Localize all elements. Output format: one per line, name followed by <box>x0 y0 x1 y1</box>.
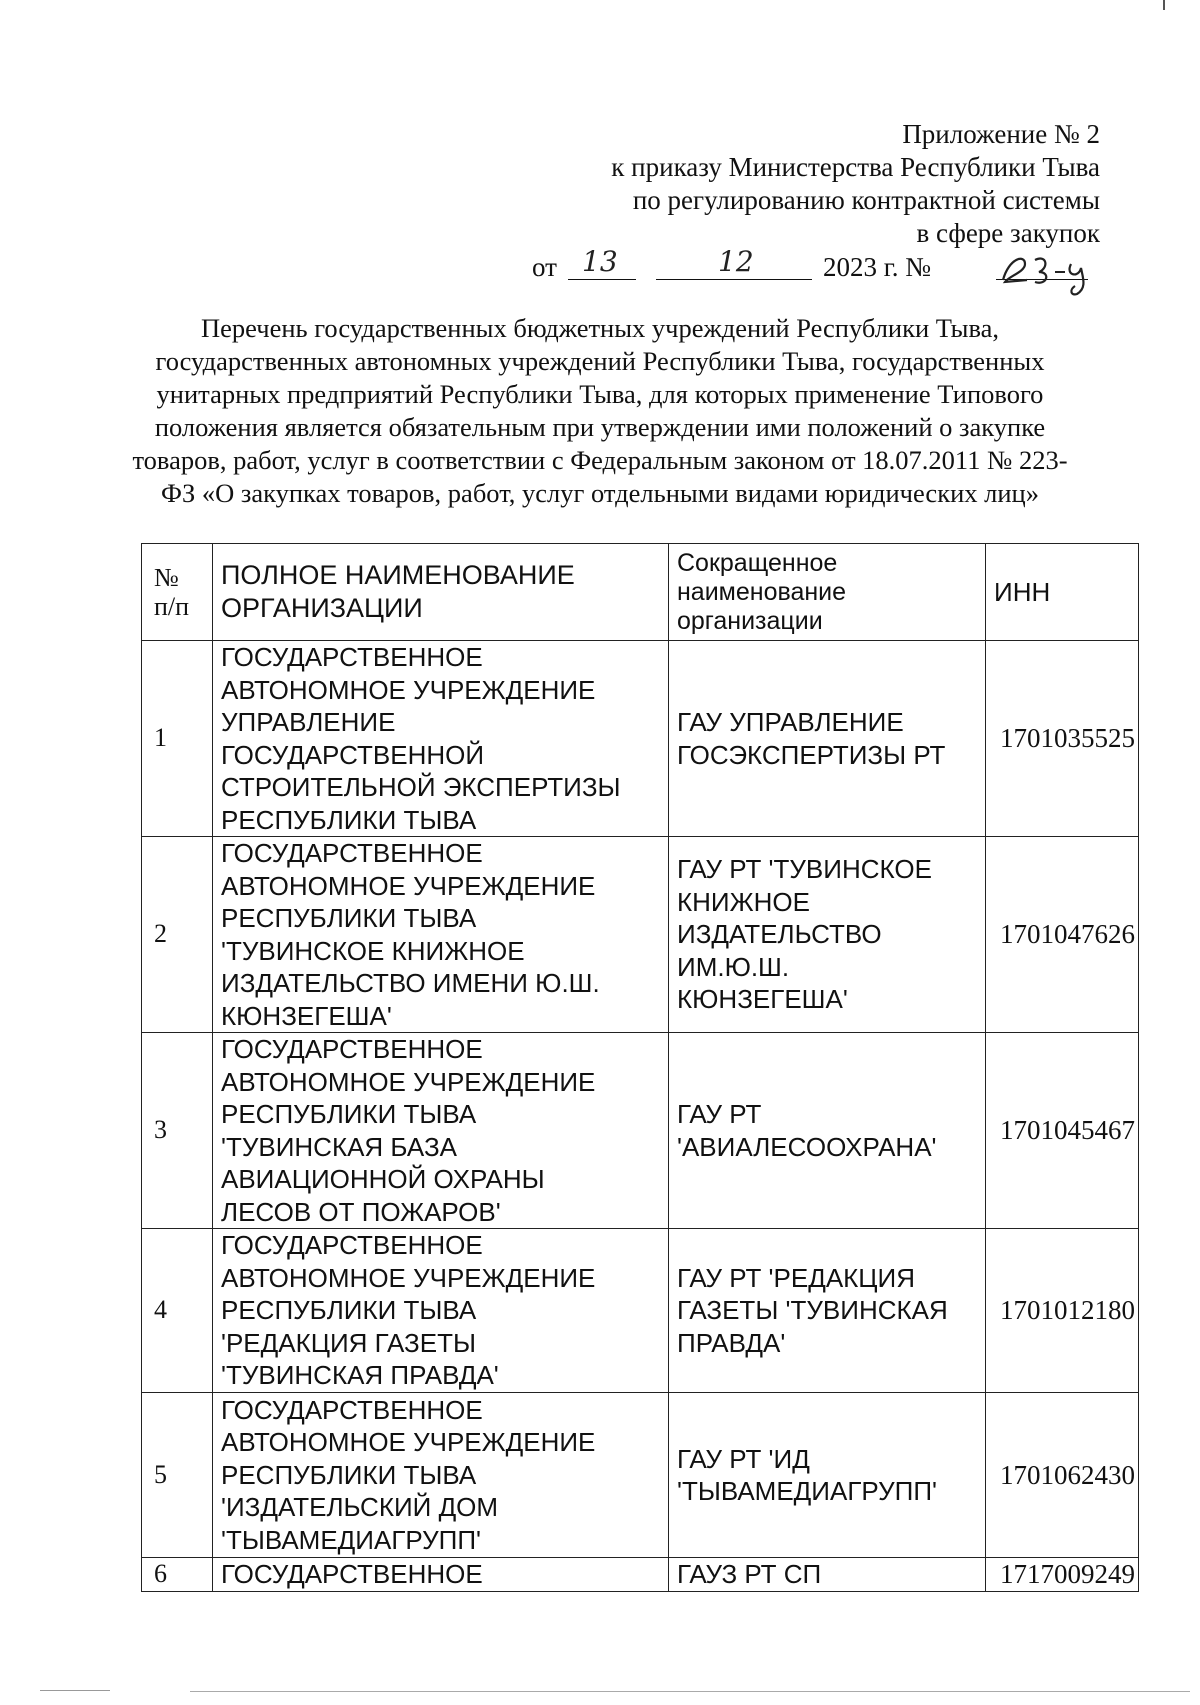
row-short-name: ГАУ РТ 'АВИАЛЕСООХРАНА' <box>669 1033 986 1229</box>
order-ref-line-1: к приказу Министерства Республики Тыва <box>611 152 1100 182</box>
row-full-name: ГОСУДАРСТВЕННОЕ <box>213 1558 669 1592</box>
row-full-name: ГОСУДАРСТВЕННОЕ АВТОНОМНОЕ УЧРЕЖДЕНИЕ РЕСПУБЛИКИ ТЫВА 'ТУВИНСКОЕ КНИЖНОЕ ИЗДАТЕЛЬСТВО ИМЕНИ Ю.Ш. КЮНЗЕГЕША' <box>213 837 669 1033</box>
row-inn: 1701045467 <box>986 1033 1139 1229</box>
row-short-name: ГАУ РТ 'РЕДАКЦИЯ ГАЗЕТЫ 'ТУВИНСКАЯ ПРАВДА' <box>669 1229 986 1393</box>
table-row <box>142 1558 1139 1592</box>
scan-line-bottom <box>40 1690 110 1691</box>
title-line-1: Перечень государственных бюджетных учреждений Республики Тыва, <box>200 313 1000 343</box>
table-header-row <box>142 544 1139 641</box>
row-inn: 1717009249 <box>986 1558 1139 1592</box>
header-short-name <box>669 544 986 641</box>
row-num: 1 <box>142 641 213 837</box>
row-full-name: ГОСУДАРСТВЕННОЕ АВТОНОМНОЕ УЧРЕЖДЕНИЕ РЕСПУБЛИКИ ТЫВА 'ИЗДАТЕЛЬСКИЙ ДОМ 'ТЫВАМЕДИАГРУПП' <box>213 1393 669 1558</box>
table-row <box>142 641 1139 837</box>
title-line-2: государственных автономных учреждений Республики Тыва, государственных <box>155 346 1045 376</box>
header-full-name-text: ПОЛНОЕ НАИМЕНОВАНИЕ ОРГАНИЗАЦИИ <box>221 560 575 623</box>
day-blank <box>568 279 636 280</box>
table-row <box>142 1033 1139 1229</box>
approval-header <box>532 118 1100 292</box>
document-title <box>120 312 1080 510</box>
header-num <box>142 544 213 641</box>
order-ref-line-2: по регулированию контрактной системы <box>632 185 1100 215</box>
header-inn-text: ИНН <box>994 576 1051 607</box>
row-full-name: ГОСУДАРСТВЕННОЕ АВТОНОМНОЕ УЧРЕЖДЕНИЕ РЕСПУБЛИКИ ТЫВА 'ТУВИНСКАЯ БАЗА АВИАЦИОННОЙ ОХРАНЫ ЛЕСОВ ОТ ПОЖАРОВ' <box>213 1033 669 1229</box>
row-num: 3 <box>142 1033 213 1229</box>
scan-mark <box>1163 0 1165 10</box>
row-num: 2 <box>142 837 213 1033</box>
row-inn: 1701012180 <box>986 1229 1139 1393</box>
title-line-3: унитарных предприятий Республики Тыва, для которых применение Типового <box>156 379 1044 409</box>
row-full-name: ГОСУДАРСТВЕННОЕ АВТОНОМНОЕ УЧРЕЖДЕНИЕ РЕСПУБЛИКИ ТЫВА 'РЕДАКЦИЯ ГАЗЕТЫ 'ТУВИНСКАЯ ПРАВДА' <box>213 1229 669 1393</box>
order-prefix: от <box>532 252 557 282</box>
row-num: 5 <box>142 1393 213 1558</box>
row-num: 6 <box>142 1558 213 1592</box>
annex-label: Приложение № 2 <box>902 119 1100 149</box>
row-short-name: ГАУ УПРАВЛЕНИЕ ГОСЭКСПЕРТИЗЫ РТ <box>669 641 986 837</box>
title-line-5: товаров, работ, услуг в соответствии с Федеральным законом от 18.07.2011 № 223- <box>132 445 1068 475</box>
row-full-name: ГОСУДАРСТВЕННОЕ АВТОНОМНОЕ УЧРЕЖДЕНИЕ УПРАВЛЕНИЕ ГОСУДАРСТВЕННОЙ СТРОИТЕЛЬНОЙ ЭКСПЕРТИЗЫ РЕСПУБЛИКИ ТЫВА <box>213 641 669 837</box>
organizations-table <box>141 543 1139 1592</box>
table-row <box>142 1229 1139 1393</box>
month-blank <box>656 279 812 280</box>
title-line-4: положения является обязательным при утверждении ими положений о закупке <box>154 412 1046 442</box>
row-short-name: ГАУ РТ 'ТУВИНСКОЕ КНИЖНОЕ ИЗДАТЕЛЬСТВО ИМ.Ю.Ш. КЮНЗЕГЕША' <box>669 837 986 1033</box>
table-row <box>142 837 1139 1033</box>
order-year: 2023 г. № <box>823 252 932 282</box>
header-short-name-text: Сокращенное наименование организации <box>677 548 847 635</box>
handwritten-month: 12 <box>718 245 754 278</box>
title-line-6: ФЗ «О закупках товаров, работ, услуг отдельными видами юридических лиц» <box>161 478 1039 508</box>
row-num: 4 <box>142 1229 213 1393</box>
order-ref-line-3: в сфере закупок <box>916 218 1100 248</box>
header-full-name <box>213 544 669 641</box>
row-inn: 1701047626 <box>986 837 1139 1033</box>
order-date-line <box>532 245 1100 292</box>
row-short-name: ГАУ РТ 'ИД 'ТЫВАМЕДИАГРУПП' <box>669 1393 986 1558</box>
handwritten-order-number <box>995 246 1095 294</box>
row-inn: 1701035525 <box>986 641 1139 837</box>
row-inn: 1701062430 <box>986 1393 1139 1558</box>
row-short-name: ГАУЗ РТ СП <box>669 1558 986 1592</box>
header-inn <box>986 544 1139 641</box>
handwritten-day: 13 <box>582 245 618 278</box>
scan-line-bottom-2 <box>190 1691 1190 1692</box>
table-row <box>142 1393 1139 1558</box>
header-num-text: № п/п <box>154 563 190 621</box>
